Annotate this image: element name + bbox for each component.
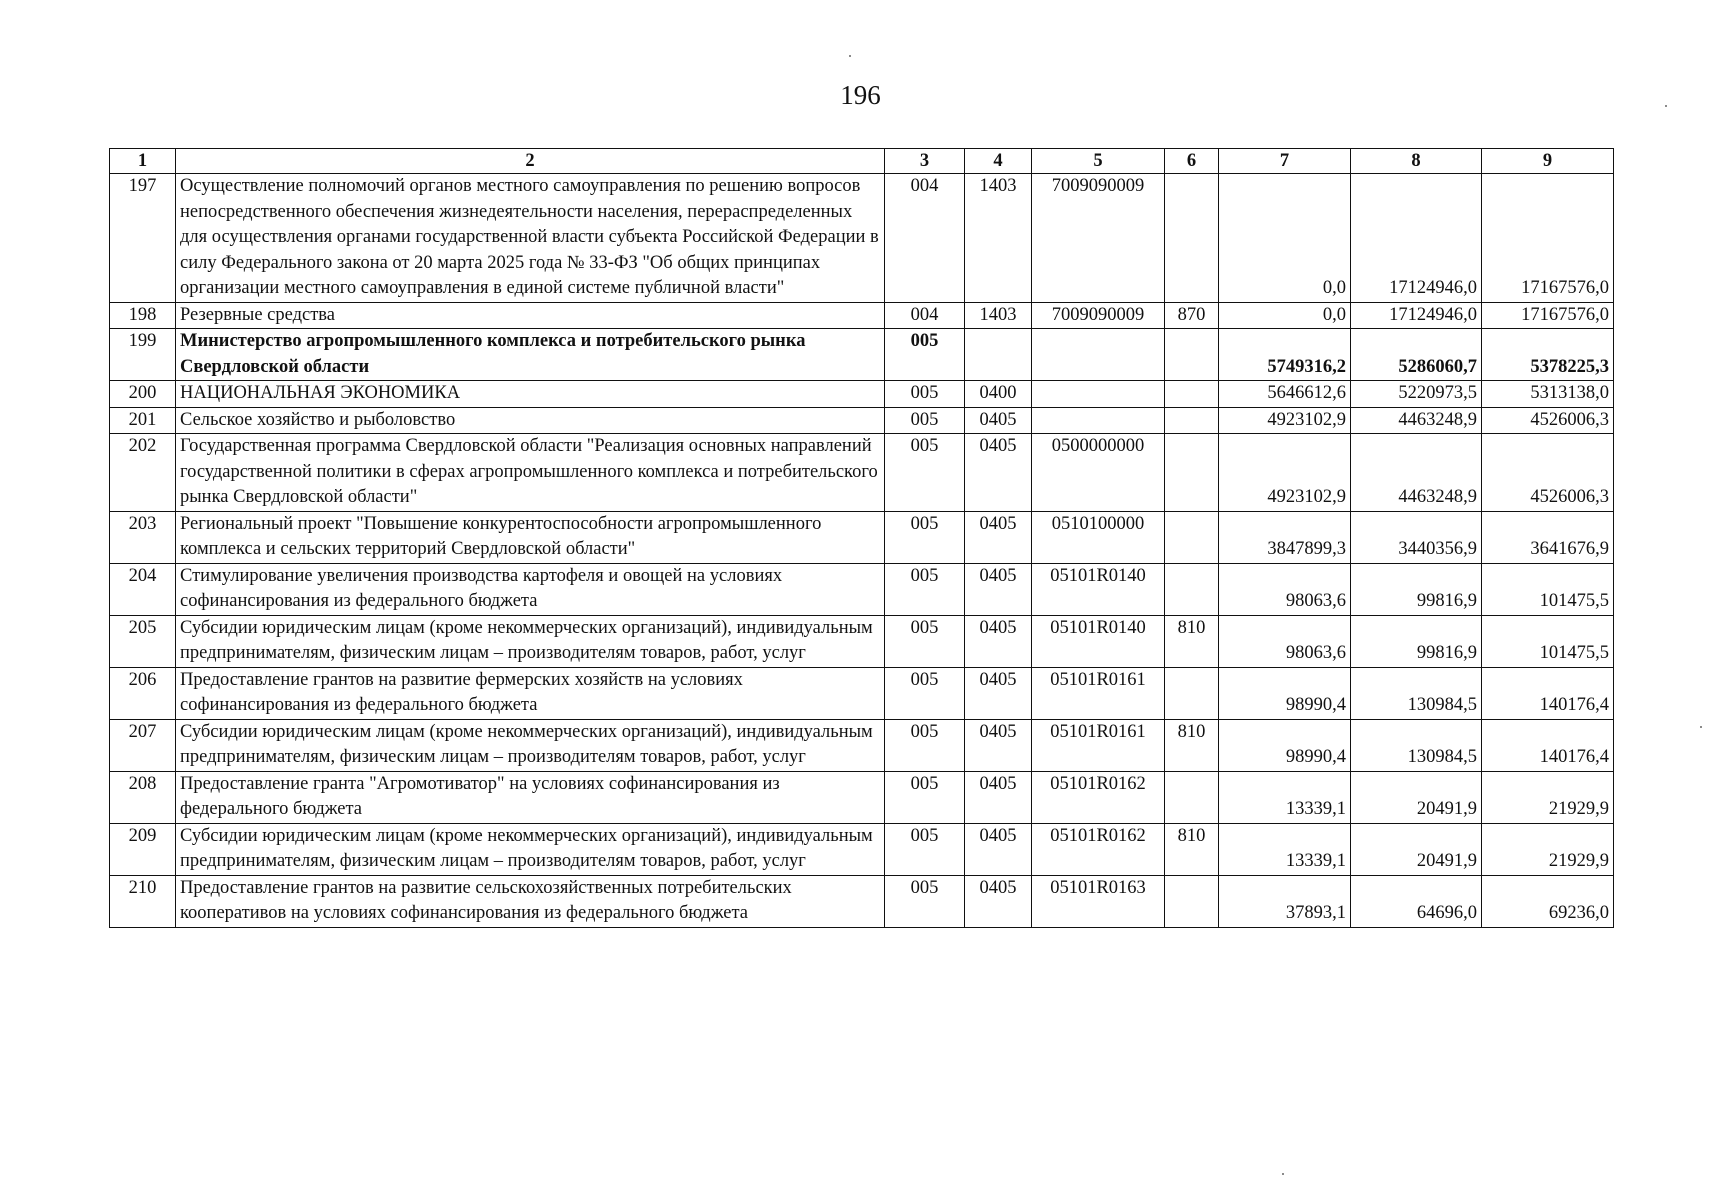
row-name: Субсидии юридическим лицам (кроме некоммерческих организаций), индивидуальным предпринимателям, физическим лицам – производителям товаров, работ, услуг [176, 823, 885, 875]
code-section: 0405 [965, 407, 1032, 434]
code-ministry: 005 [885, 719, 965, 771]
row-number: 210 [110, 875, 176, 927]
amount-col-9: 5378225,3 [1482, 329, 1614, 381]
table-row [110, 823, 1614, 875]
amount-col-8: 5286060,7 [1351, 329, 1482, 381]
column-header: 9 [1482, 149, 1614, 174]
code-target [1032, 329, 1165, 381]
scan-speck [1282, 1173, 1284, 1175]
code-expense-type [1165, 667, 1219, 719]
code-section: 1403 [965, 174, 1032, 303]
row-name: Предоставление грантов на развитие сельскохозяйственных потребительских кооперативов на условиях софинансирования из федерального бюджета [176, 875, 885, 927]
table-row [110, 511, 1614, 563]
code-ministry: 004 [885, 302, 965, 329]
code-target: 05101R0163 [1032, 875, 1165, 927]
column-header: 4 [965, 149, 1032, 174]
code-ministry: 005 [885, 381, 965, 408]
amount-col-8: 130984,5 [1351, 719, 1482, 771]
amount-col-7: 37893,1 [1219, 875, 1351, 927]
code-expense-type [1165, 407, 1219, 434]
amount-col-8: 17124946,0 [1351, 174, 1482, 303]
table-row [110, 719, 1614, 771]
amount-col-7: 4923102,9 [1219, 407, 1351, 434]
row-number: 200 [110, 381, 176, 408]
amount-col-7: 98063,6 [1219, 615, 1351, 667]
row-name: Резервные средства [176, 302, 885, 329]
code-target: 05101R0161 [1032, 667, 1165, 719]
code-ministry: 005 [885, 563, 965, 615]
table-row [110, 407, 1614, 434]
table-row [110, 771, 1614, 823]
row-number: 201 [110, 407, 176, 434]
table-row [110, 302, 1614, 329]
amount-col-8: 20491,9 [1351, 771, 1482, 823]
table-row [110, 329, 1614, 381]
table-row [110, 434, 1614, 512]
code-expense-type [1165, 771, 1219, 823]
code-ministry: 005 [885, 667, 965, 719]
amount-col-8: 17124946,0 [1351, 302, 1482, 329]
amount-col-7: 13339,1 [1219, 771, 1351, 823]
code-target: 05101R0161 [1032, 719, 1165, 771]
code-section: 0405 [965, 615, 1032, 667]
table-row [110, 667, 1614, 719]
scan-speck [849, 55, 851, 57]
amount-col-8: 130984,5 [1351, 667, 1482, 719]
code-ministry: 005 [885, 615, 965, 667]
row-number: 204 [110, 563, 176, 615]
table-row [110, 563, 1614, 615]
amount-col-9: 69236,0 [1482, 875, 1614, 927]
code-section [965, 329, 1032, 381]
amount-col-8: 3440356,9 [1351, 511, 1482, 563]
row-name: Сельское хозяйство и рыболовство [176, 407, 885, 434]
code-expense-type: 810 [1165, 719, 1219, 771]
amount-col-7: 98063,6 [1219, 563, 1351, 615]
code-section: 0405 [965, 823, 1032, 875]
amount-col-9: 101475,5 [1482, 563, 1614, 615]
amount-col-7: 98990,4 [1219, 667, 1351, 719]
column-header: 3 [885, 149, 965, 174]
table-row [110, 174, 1614, 303]
column-header: 1 [110, 149, 176, 174]
code-section: 0405 [965, 875, 1032, 927]
code-target: 05101R0140 [1032, 563, 1165, 615]
code-ministry: 005 [885, 434, 965, 512]
row-name: Субсидии юридическим лицам (кроме некоммерческих организаций), индивидуальным предпринимателям, физическим лицам – производителям товаров, работ, услуг [176, 719, 885, 771]
code-ministry: 005 [885, 823, 965, 875]
row-number: 208 [110, 771, 176, 823]
code-target: 0500000000 [1032, 434, 1165, 512]
code-expense-type: 810 [1165, 615, 1219, 667]
column-header: 2 [176, 149, 885, 174]
amount-col-9: 17167576,0 [1482, 174, 1614, 303]
code-expense-type [1165, 434, 1219, 512]
row-name: Предоставление гранта "Агромотиватор" на условиях софинансирования из федерального бюджета [176, 771, 885, 823]
row-name: НАЦИОНАЛЬНАЯ ЭКОНОМИКА [176, 381, 885, 408]
row-number: 202 [110, 434, 176, 512]
amount-col-9: 17167576,0 [1482, 302, 1614, 329]
code-expense-type: 810 [1165, 823, 1219, 875]
amount-col-8: 4463248,9 [1351, 434, 1482, 512]
code-target [1032, 381, 1165, 408]
row-number: 209 [110, 823, 176, 875]
code-target: 0510100000 [1032, 511, 1165, 563]
amount-col-9: 21929,9 [1482, 823, 1614, 875]
amount-col-7: 0,0 [1219, 302, 1351, 329]
amount-col-7: 3847899,3 [1219, 511, 1351, 563]
column-header: 7 [1219, 149, 1351, 174]
code-section: 0405 [965, 719, 1032, 771]
column-header: 8 [1351, 149, 1482, 174]
amount-col-7: 98990,4 [1219, 719, 1351, 771]
amount-col-9: 140176,4 [1482, 719, 1614, 771]
amount-col-9: 4526006,3 [1482, 407, 1614, 434]
code-expense-type [1165, 174, 1219, 303]
code-ministry: 005 [885, 875, 965, 927]
amount-col-8: 64696,0 [1351, 875, 1482, 927]
amount-col-7: 4923102,9 [1219, 434, 1351, 512]
column-header: 5 [1032, 149, 1165, 174]
amount-col-7: 13339,1 [1219, 823, 1351, 875]
code-section: 0405 [965, 434, 1032, 512]
code-target: 7009090009 [1032, 302, 1165, 329]
code-expense-type [1165, 511, 1219, 563]
code-ministry: 005 [885, 771, 965, 823]
row-name: Министерство агропромышленного комплекса и потребительского рынка Свердловской области [176, 329, 885, 381]
code-expense-type [1165, 329, 1219, 381]
amount-col-8: 99816,9 [1351, 615, 1482, 667]
row-number: 203 [110, 511, 176, 563]
amount-col-8: 5220973,5 [1351, 381, 1482, 408]
code-expense-type: 870 [1165, 302, 1219, 329]
code-ministry: 005 [885, 407, 965, 434]
row-number: 199 [110, 329, 176, 381]
code-expense-type [1165, 875, 1219, 927]
code-ministry: 005 [885, 329, 965, 381]
amount-col-7: 5749316,2 [1219, 329, 1351, 381]
amount-col-7: 5646612,6 [1219, 381, 1351, 408]
row-number: 197 [110, 174, 176, 303]
amount-col-8: 20491,9 [1351, 823, 1482, 875]
code-section: 1403 [965, 302, 1032, 329]
code-ministry: 004 [885, 174, 965, 303]
row-name: Региональный проект "Повышение конкурентоспособности агропромышленного комплекса и сельских территорий Свердловской области" [176, 511, 885, 563]
code-target: 7009090009 [1032, 174, 1165, 303]
code-section: 0405 [965, 667, 1032, 719]
amount-col-8: 99816,9 [1351, 563, 1482, 615]
amount-col-7: 0,0 [1219, 174, 1351, 303]
code-target: 05101R0162 [1032, 771, 1165, 823]
row-name: Государственная программа Свердловской области "Реализация основных направлений государственной политики в сферах агропромышленного комплекса и потребительского рынка Свердловской области" [176, 434, 885, 512]
code-section: 0405 [965, 771, 1032, 823]
row-number: 205 [110, 615, 176, 667]
budget-table [109, 148, 1614, 928]
amount-col-9: 3641676,9 [1482, 511, 1614, 563]
row-name: Осуществление полномочий органов местного самоуправления по решению вопросов непосредственного обеспечения жизнедеятельности населения, перераспределенных для осуществления органами государственной власти субъекта Российской Федерации в силу Федерального закона от 20 марта 2025 года № 33-ФЗ "Об общих принципах организации местного самоуправления в единой системе публичной власти" [176, 174, 885, 303]
table-row [110, 615, 1614, 667]
code-expense-type [1165, 381, 1219, 408]
amount-col-9: 21929,9 [1482, 771, 1614, 823]
amount-col-9: 5313138,0 [1482, 381, 1614, 408]
page-number: 196 [840, 80, 881, 110]
row-name: Предоставление грантов на развитие фермерских хозяйств на условиях софинансирования из федерального бюджета [176, 667, 885, 719]
row-number: 207 [110, 719, 176, 771]
amount-col-9: 140176,4 [1482, 667, 1614, 719]
row-number: 198 [110, 302, 176, 329]
code-target: 05101R0162 [1032, 823, 1165, 875]
code-target [1032, 407, 1165, 434]
amount-col-9: 4526006,3 [1482, 434, 1614, 512]
code-target: 05101R0140 [1032, 615, 1165, 667]
row-number: 206 [110, 667, 176, 719]
column-header: 6 [1165, 149, 1219, 174]
scan-speck [1700, 726, 1702, 728]
amount-col-8: 4463248,9 [1351, 407, 1482, 434]
table-row [110, 381, 1614, 408]
code-ministry: 005 [885, 511, 965, 563]
amount-col-9: 101475,5 [1482, 615, 1614, 667]
code-section: 0405 [965, 511, 1032, 563]
code-section: 0400 [965, 381, 1032, 408]
row-name: Субсидии юридическим лицам (кроме некоммерческих организаций), индивидуальным предпринимателям, физическим лицам – производителям товаров, работ, услуг [176, 615, 885, 667]
row-name: Стимулирование увеличения производства картофеля и овощей на условиях софинансирования из федерального бюджета [176, 563, 885, 615]
table-row [110, 875, 1614, 927]
code-section: 0405 [965, 563, 1032, 615]
code-expense-type [1165, 563, 1219, 615]
header-row [110, 149, 1614, 174]
